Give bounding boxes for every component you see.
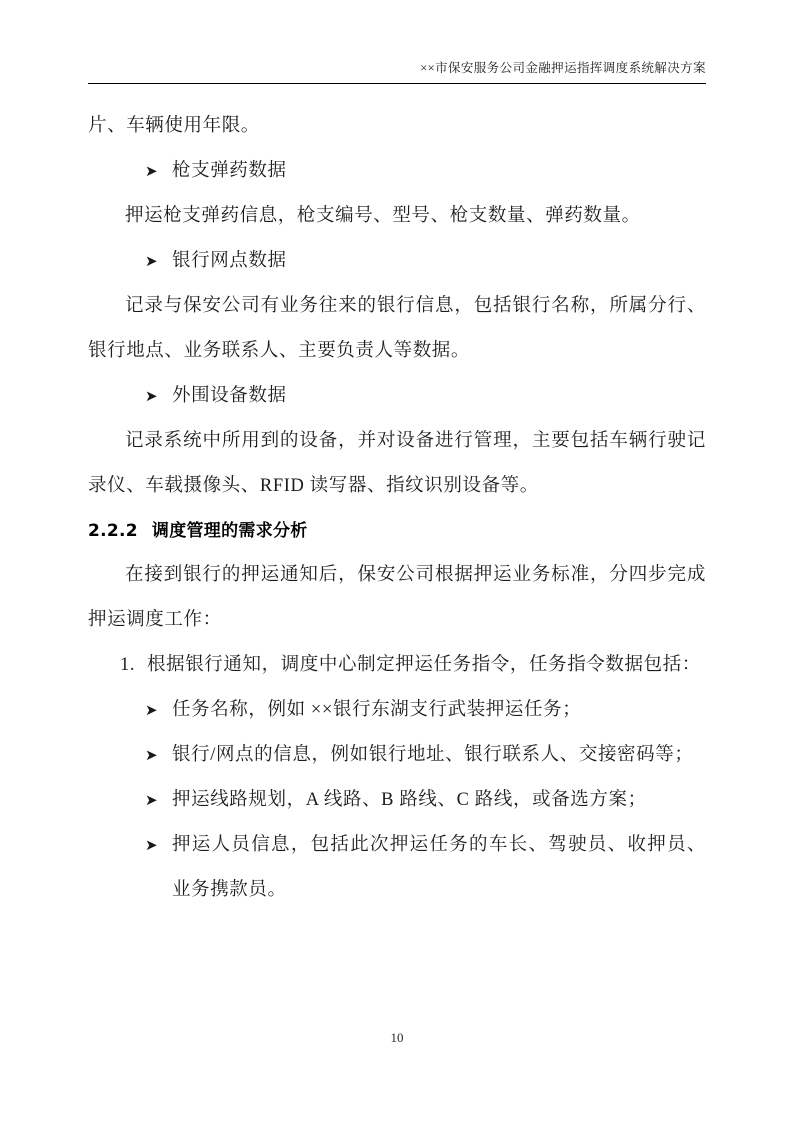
bullet-item-bank-branch-data xyxy=(88,239,706,284)
header-divider xyxy=(88,83,706,84)
paragraph-dispatch-intro: 在接到银行的押运通知后，保安公司根据押运业务标准，分四步完成押运调度工作： xyxy=(88,565,706,630)
arrow-bullet-icon: ➤ xyxy=(145,387,159,405)
arrow-bullet-icon: ➤ xyxy=(145,746,159,764)
page-content xyxy=(88,104,706,913)
paragraph-bank-branch-data: 记录与保安公司有业务往来的银行信息，包括银行名称，所属分行、银行地点、业务联系人、主要负责人等数据。 xyxy=(88,296,706,361)
arrow-bullet-icon: ➤ xyxy=(145,836,159,854)
section-heading xyxy=(88,509,706,553)
bullet-item-guns-data xyxy=(88,149,706,194)
bullet-item-bank-network-info xyxy=(88,733,706,778)
running-header: ××市保安服务公司金融押运指挥调度系统解决方案 xyxy=(420,61,706,75)
bullet-label: 押运人员信息，包括此次押运任务的车长、驾驶员、收押员、业务携款员。 xyxy=(172,835,706,900)
bullet-item-escort-personnel-info xyxy=(88,823,706,913)
section-title: 调度管理的需求分析 xyxy=(151,521,308,541)
bullet-label: 银行/网点的信息，例如银行地址、银行联系人、交接密码等； xyxy=(172,745,694,765)
bullet-label: 外围设备数据 xyxy=(172,386,287,406)
arrow-bullet-icon: ➤ xyxy=(145,162,159,180)
page-number: 10 xyxy=(390,1030,404,1045)
paragraph-continued: 片、车辆使用年限。 xyxy=(88,116,260,136)
bullet-label: 银行网点数据 xyxy=(172,251,287,271)
arrow-bullet-icon: ➤ xyxy=(145,701,159,719)
numbered-list-item-1 xyxy=(88,643,706,688)
bullet-item-peripheral-device-data xyxy=(88,374,706,419)
bullet-label: 押运线路规划，A 线路、B 路线、C 路线，或备选方案； xyxy=(172,790,647,810)
paragraph-guns-data: 押运枪支弹药信息，枪支编号、型号、枪支数量、弹药数量。 xyxy=(125,206,641,226)
arrow-bullet-icon: ➤ xyxy=(145,252,159,270)
bullet-item-route-planning xyxy=(88,778,706,823)
list-item-text: 根据银行通知，调度中心制定押运任务指令，任务指令数据包括： xyxy=(147,655,701,675)
bullet-label: 枪支弹药数据 xyxy=(172,161,287,181)
bullet-label: 任务名称，例如 ××银行东湖支行武装押运任务； xyxy=(172,700,582,720)
arrow-bullet-icon: ➤ xyxy=(145,791,159,809)
paragraph-peripheral-device-data: 记录系统中所用到的设备，并对设备进行管理，主要包括车辆行驶记录仪、车载摄像头、RFID 读写器、指纹识别设备等。 xyxy=(88,431,706,496)
section-number: 2.2.2 xyxy=(88,521,138,541)
bullet-item-task-name xyxy=(88,688,706,733)
list-number-marker: 1. xyxy=(120,655,136,675)
